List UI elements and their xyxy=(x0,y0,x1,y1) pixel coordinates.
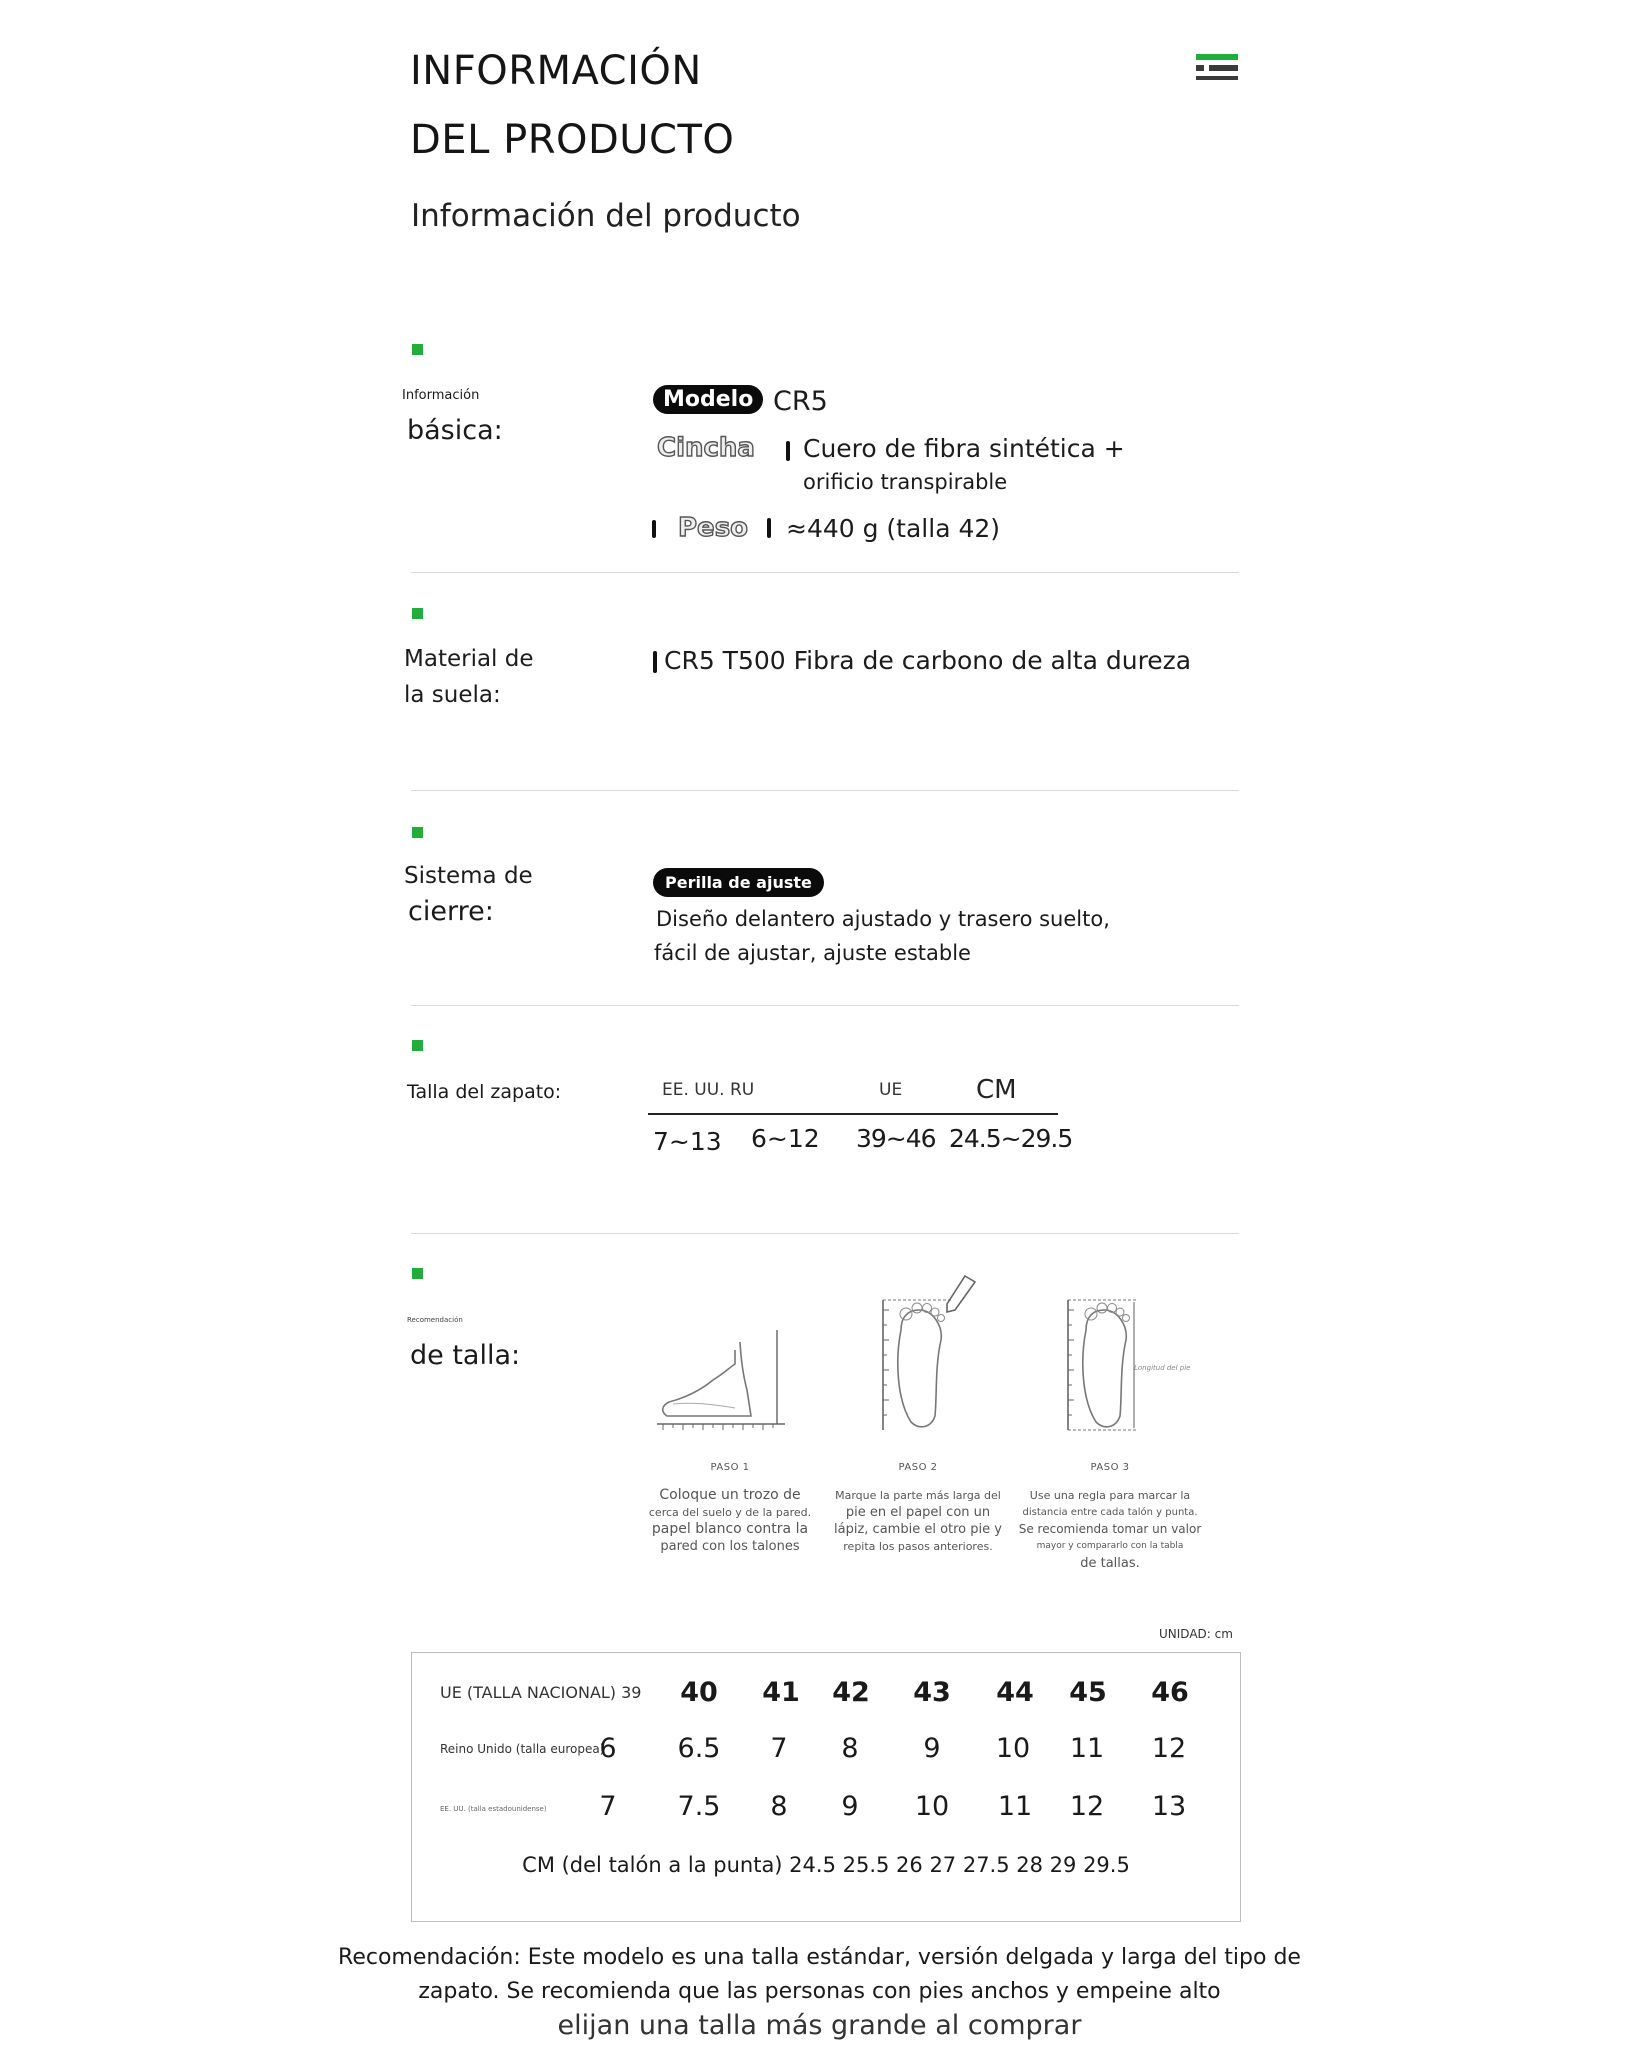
section-divider xyxy=(411,790,1239,791)
cm-row: CM (del talón a la punta) 24.5 25.5 26 27 27.5 28 29 29.5 xyxy=(522,1853,1130,1877)
table-cell: 7 xyxy=(770,1733,788,1764)
step2-text: Marque la parte más larga del pie en el papel con un lápiz, cambie el otro pie y repita los pasos anteriores. xyxy=(834,1489,1002,1553)
sole-label-line2: la suela: xyxy=(404,682,501,708)
table-cell: 43 xyxy=(913,1677,951,1708)
table-cell: 40 xyxy=(680,1677,718,1708)
strap-label: Cincha xyxy=(657,433,755,463)
adjust-knob-pill: Perilla de ajuste xyxy=(653,868,824,897)
table-cell: 45 xyxy=(1069,1677,1107,1708)
table-cell: 10 xyxy=(995,1733,1031,1764)
page-title-line2: DEL PRODUCTO xyxy=(410,117,735,163)
page-subtitle: Información del producto xyxy=(411,198,801,234)
model-value: CR5 xyxy=(773,386,828,417)
section-marker xyxy=(412,1268,423,1279)
foot-side-illustration xyxy=(655,1320,795,1440)
table-cell: 10 xyxy=(914,1791,950,1822)
header-us-ru: EE. UU. RU xyxy=(662,1080,755,1100)
sole-value: CR5 T500 Fibra de carbono de alta dureza xyxy=(664,646,1192,675)
closure-label-line2: cierre: xyxy=(408,896,494,927)
stripes-logo-icon xyxy=(1196,54,1238,80)
step3-text: Use una regla para marcar la distancia entre cada talón y punta. Se recomienda tomar un valor mayor y compararlo con la tabla de tallas. xyxy=(1018,1489,1202,1571)
table-cell: 13 xyxy=(1151,1791,1187,1822)
table-cell: 42 xyxy=(832,1677,870,1708)
size-table xyxy=(411,1652,1241,1922)
strap-value-line2: orificio transpirable xyxy=(803,470,1008,494)
bracket-mark xyxy=(786,441,790,461)
size-range-label: Talla del zapato: xyxy=(407,1081,562,1103)
size-range-underline xyxy=(648,1113,1058,1115)
table-cell: 11 xyxy=(997,1791,1033,1822)
footer-line3: elijan una talla más grande al comprar xyxy=(557,2010,1082,2041)
footer-line2: zapato. Se recomienda que las personas con pies anchos y empeine alto xyxy=(418,1979,1221,2004)
basic-label-small: Información xyxy=(402,388,480,403)
weight-value: ≈440 g (talla 42) xyxy=(786,514,1001,543)
recommend-label-small: Recomendación xyxy=(407,1316,463,1324)
table-cell: 12 xyxy=(1151,1733,1187,1764)
uk-row-label: Reino Unido (talla europea) xyxy=(440,1742,605,1756)
foot-top-pencil-illustration xyxy=(875,1270,985,1440)
table-cell: 41 xyxy=(762,1677,800,1708)
basic-label-large: básica: xyxy=(407,415,503,446)
bracket-mark xyxy=(653,651,657,673)
recommend-label-large: de talla: xyxy=(410,1340,521,1371)
unit-label: UNIDAD: cm xyxy=(1159,1627,1233,1641)
step1-text: Coloque un trozo de cerca del suelo y de la pared. papel blanco contra la pared con los talones xyxy=(648,1487,812,1554)
closure-desc-line1: Diseño delantero ajustado y trasero suelto, xyxy=(656,907,1110,931)
bracket-mark xyxy=(652,520,656,538)
range-eu: 39~46 xyxy=(856,1124,936,1153)
range-ru: 6~12 xyxy=(751,1124,820,1153)
table-cell: 6.5 xyxy=(677,1733,721,1764)
section-marker xyxy=(412,608,423,619)
foot-length-label: Longitud del pie xyxy=(1134,1364,1191,1372)
strap-value-line1: Cuero de fibra sintética + xyxy=(803,434,1125,463)
table-cell: 8 xyxy=(841,1733,859,1764)
table-cell: 8 xyxy=(770,1791,788,1822)
step2-title: PASO 2 xyxy=(898,1462,938,1473)
table-cell: 7 xyxy=(599,1791,617,1822)
section-divider xyxy=(411,572,1239,573)
table-cell: 9 xyxy=(923,1733,941,1764)
table-cell: 11 xyxy=(1069,1733,1105,1764)
table-cell: 6 xyxy=(599,1733,617,1764)
section-marker xyxy=(412,1040,423,1051)
header-cm: CM xyxy=(976,1075,1017,1105)
table-cell: 9 xyxy=(841,1791,859,1822)
step1-title: PASO 1 xyxy=(710,1462,750,1473)
us-row-label: EE. UU. (talla estadounidense) xyxy=(440,1805,547,1813)
section-divider xyxy=(411,1233,1239,1234)
step3-title: PASO 3 xyxy=(1090,1462,1130,1473)
section-divider xyxy=(411,1005,1239,1006)
eu-row-label: UE (TALLA NACIONAL) 39 xyxy=(440,1683,642,1702)
range-us: 7~13 xyxy=(653,1127,722,1156)
footer-line1: Recomendación: Este modelo es una talla estándar, versión delgada y larga del tipo de xyxy=(338,1945,1301,1970)
bracket-mark xyxy=(767,518,771,538)
table-cell: 44 xyxy=(996,1677,1034,1708)
closure-desc-line2: fácil de ajustar, ajuste estable xyxy=(654,941,971,965)
table-cell: 7.5 xyxy=(677,1791,721,1822)
weight-label: Peso xyxy=(678,513,749,543)
page-title-line1: INFORMACIÓN xyxy=(410,48,702,94)
closure-label-line1: Sistema de xyxy=(404,863,533,889)
sole-label-line1: Material de xyxy=(404,646,534,672)
model-label: Modelo xyxy=(653,385,763,414)
section-marker xyxy=(412,344,423,355)
table-cell: 12 xyxy=(1069,1791,1105,1822)
section-marker xyxy=(412,827,423,838)
header-eu: UE xyxy=(879,1080,903,1100)
table-cell: 46 xyxy=(1151,1677,1189,1708)
range-cm: 24.5~29.5 xyxy=(949,1124,1073,1153)
